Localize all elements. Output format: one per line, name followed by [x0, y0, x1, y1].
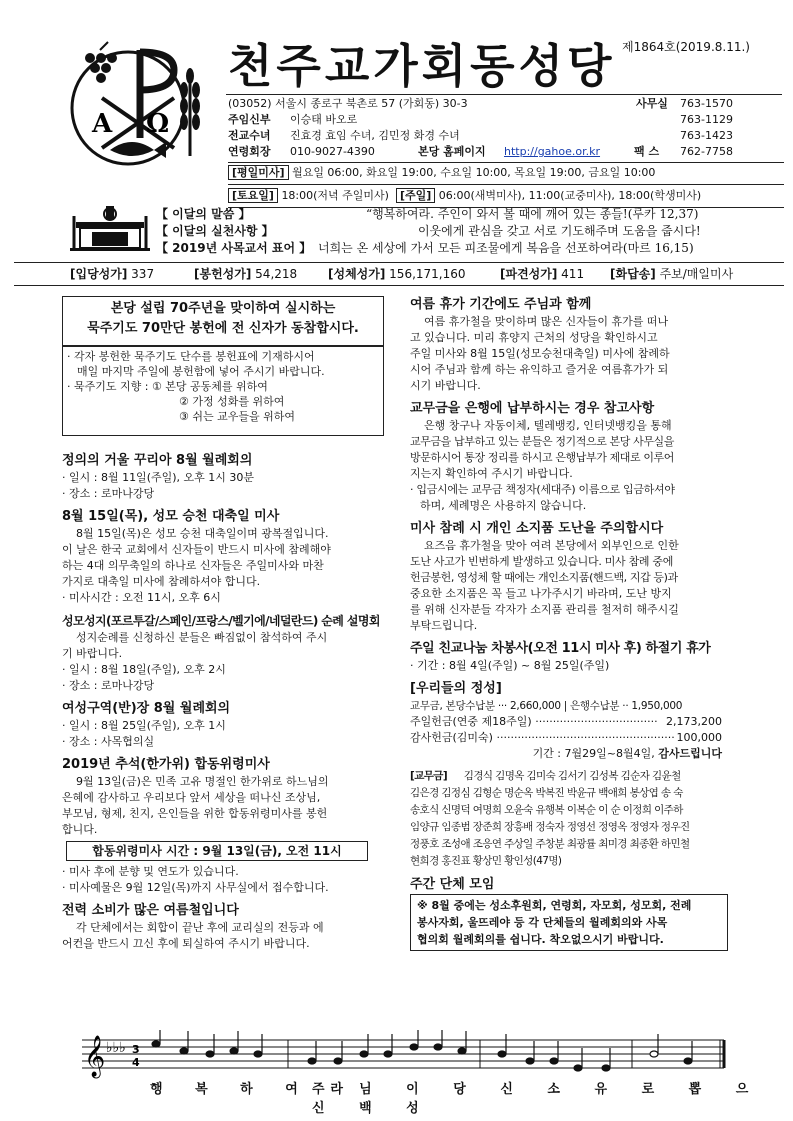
bank-payment-text: 방문하시어 통장 정리를 하시고 은행납부가 제대로 이루어 — [410, 451, 675, 464]
rosary-item1-line1: · 각자 봉헌한 묵주기도 단수를 봉헌표에 기재하시어 — [67, 350, 315, 363]
sister-names: 진효경 효임 수녀, 김민정 화경 수녀 — [290, 129, 460, 142]
rosary-goal2: ② 가정 성화를 위하여 — [179, 395, 285, 408]
sister-phone: 763-1423 — [680, 129, 733, 142]
music-note — [550, 1058, 558, 1064]
assumption-mass-time: · 미사시간 : 오전 11시, 오후 6시 — [62, 591, 221, 604]
monthly-section — [156, 206, 786, 257]
chuseok-note1: · 미사 후에 분향 및 연도가 있습니다. — [62, 865, 239, 878]
music-note — [308, 1058, 316, 1064]
donor-names: 송호식 신명덕 여명희 오윤숙 유행복 이복순 이 순 이정희 이주하 — [410, 804, 683, 816]
music-note — [254, 1051, 262, 1057]
music-note — [334, 1058, 342, 1064]
assumption-text: 이 날은 한국 교회에서 신자들이 반드시 미사에 참례해야 — [62, 543, 331, 556]
pilgrimage-text: 기 바랍니다. — [62, 647, 123, 660]
offering-thanks: 감사드립니다 — [658, 747, 722, 760]
chuseok-text: 은혜에 감사하고 우리보다 앞서 세상을 떠나신 조상님, — [62, 791, 321, 804]
parish-title: 천주교가회동성당 — [228, 39, 616, 93]
women-leaders-date: · 일시 : 8월 25일(주일), 오후 1시 — [62, 719, 226, 732]
bank-payment-text: 은행 창구나 자동이체, 텔레뱅킹, 인터넷뱅킹을 통해 — [424, 419, 672, 432]
music-note — [684, 1058, 692, 1064]
address: (03052) 서울시 종로구 북촌로 57 (가회동) 30-3 — [228, 97, 468, 110]
saturday-mass-label: [토요일] — [228, 188, 278, 203]
sunday-mass-times: 06:00(새벽미사), 11:00(교중미사), 18:00(학생미사) — [438, 189, 702, 202]
women-leaders-place: · 장소 : 사목협의실 — [62, 735, 155, 748]
rosary-item1-line2: 매일 마지막 주일에 봉헌함에 넣어 주시기 바랍니다. — [77, 365, 325, 378]
fax-phone: 762-7758 — [680, 145, 733, 158]
chuseok-mass-time-box: 합동위령미사 시간 : 9월 13일(금), 오전 11시 — [66, 841, 368, 861]
donor-names: 김경식 김명옥 김미숙 김서기 김성복 김순자 김윤철 — [463, 770, 681, 782]
rosary-title-line1: 본당 설립 70주년을 맞이하여 실시하는 — [110, 301, 336, 316]
communion-label: [성체성가] — [328, 267, 386, 281]
weekday-mass-times: 월요일 06:00, 화요일 19:00, 수요일 10:00, 목요일 19:00, 금요일 10:00 — [292, 166, 656, 179]
weekday-mass-label: [평일미사] — [228, 165, 289, 180]
music-note — [650, 1051, 658, 1057]
offering-period: 기간 : 7월29일~8월4일, — [532, 747, 655, 760]
issue-number: 제1864호(2019.8.11.) — [622, 40, 750, 54]
assumption-text: 8월 15일(목)은 성모 승천 대축일이며 광복절입니다. — [76, 527, 329, 540]
rosary-goal3: ③ 쉬는 교우들을 위하여 — [179, 410, 295, 423]
music-note — [360, 1051, 368, 1057]
offering-row-label: 주일헌금(연중 제18주일) ··································· — [410, 715, 658, 728]
rosary-title-line2: 묵주기도 70만단 봉헌에 전 신자가 동참합시다. — [87, 321, 359, 336]
weekly-meetings-text: 협의회 월례회의를 쉽니다. 착오없으시기 바랍니다. — [417, 933, 664, 946]
theft-warning-text: 요즈음 휴가철을 맞아 여려 본당에서 외부인으로 인한 — [424, 539, 679, 552]
power-saving-text: 각 단체에서는 회합이 끝난 후에 교리실의 전등과 에 — [76, 921, 324, 934]
monthly-motto-text: 너희는 온 세상에 가서 모든 피조물에게 복음을 선포하여라(마르 16,15) — [318, 241, 694, 255]
music-note — [410, 1044, 418, 1050]
weekly-meetings-box — [410, 894, 728, 951]
lyrics-line1: 행 복 하 여 라 — [150, 1082, 357, 1097]
hymn-numbers — [14, 262, 784, 286]
bank-payment-text: 교무금을 납부하고 있는 분들은 정기적으로 본당 사무실을 — [410, 435, 675, 448]
monthly-practice-text: 이웃에게 관심을 갖고 서로 기도해주며 도움을 줍시다! — [418, 224, 701, 238]
response-value: 주보/매일미사 — [659, 267, 734, 281]
offering-row-value: 100,000 — [676, 731, 722, 744]
chuseok-text: 합니다. — [62, 823, 98, 836]
music-note — [458, 1048, 466, 1054]
bank-payment-note: · 입금시에는 교무금 책정자(세대주) 이름으로 입금하셔야 — [410, 483, 675, 496]
women-leaders-title: 여성구역(반)장 8월 월례회의 — [62, 701, 231, 716]
offering-row-label: 감사헌금(김미숙) ··················································· — [410, 731, 675, 744]
curia-meeting-date: · 일시 : 8월 11일(주일), 오후 1시 30분 — [62, 471, 255, 484]
music-note — [180, 1048, 188, 1054]
pilgrimage-text: 성지순례를 신청하신 분들은 빠짐없이 참석하여 주시 — [76, 631, 328, 644]
contact-block — [228, 96, 782, 160]
power-saving-title: 전력 소비가 많은 여름철입니다 — [62, 903, 239, 918]
donor-names: 현희경 홍진표 황상민 황인성(47명) — [410, 855, 562, 867]
bank-payment-title: 교무금을 은행에 납부하시는 경우 참고사항 — [410, 401, 655, 416]
assumption-text: 가지로 대축일 미사에 참례하셔야 합니다. — [62, 575, 261, 588]
monthly-practice-label: 【 이달의 실천사항 】 — [156, 224, 274, 238]
summer-vacation-text: 고 있습니다. 미리 휴양지 근처의 성당을 확인하시고 — [410, 331, 658, 344]
parish-logo — [62, 38, 212, 168]
offertory-label: [봉헌성가] — [194, 267, 252, 281]
homepage-link[interactable]: http://gahoe.or.kr — [504, 145, 601, 158]
bank-payment-text: 지는지 확인하여 주시기 바랍니다. — [410, 467, 573, 480]
curia-meeting-title: 정의의 거울 꾸리아 8월 월례회의 — [62, 453, 253, 468]
rosary-title-box — [62, 296, 384, 346]
time-signature: 3 — [132, 1043, 140, 1056]
offertory-value: 54,218 — [255, 267, 298, 281]
monthly-word-label: 【 이달의 말씀 】 — [156, 207, 251, 221]
assumption-text: 하는 4대 의무축일의 하나로 신자들은 주일미사와 마찬 — [62, 559, 324, 572]
right-column — [410, 296, 740, 951]
music-note — [574, 1065, 582, 1071]
weekly-meetings-text: ※ 8월 중에는 성소후원회, 연령회, 자모회, 성모회, 전례 — [417, 899, 692, 912]
music-note — [230, 1048, 238, 1054]
left-column — [62, 452, 392, 952]
fellowship-break-period: · 기간 : 8월 4일(주일) ~ 8월 25일(주일) — [410, 659, 610, 672]
theft-warning-text: 도난 사고가 빈번하게 발생하고 있습니다. 미사 참례 중에 — [410, 555, 674, 568]
svg-text:Ω: Ω — [146, 109, 170, 139]
music-note — [434, 1044, 442, 1050]
office-phone: 763-1570 — [680, 97, 733, 110]
power-saving-text: 어컨을 반드시 끄신 후에 퇴실하여 주시기 바랍니다. — [62, 937, 310, 950]
sunday-mass-label: [주일] — [396, 188, 435, 203]
monthly-motto-label: 【 2019년 사목교서 표어 】 — [156, 241, 312, 255]
council-phone: 010-9027-4390 — [290, 145, 375, 158]
monthly-word-text: “행복하여라. 주인이 와서 볼 때에 깨어 있는 종들!(루카 12,37) — [366, 207, 699, 221]
rosary-goal-label: · 묵주기도 지향 : — [67, 380, 149, 393]
summer-vacation-text: 시어 주님과 함께 하는 유익하고 즐거운 여름휴가가 되 — [410, 363, 669, 376]
communion-value: 156,171,160 — [389, 267, 466, 281]
music-note — [152, 1041, 160, 1047]
weekly-meetings-text: 봉사자회, 울뜨레야 등 각 단체들의 월례회의와 사목 — [417, 916, 668, 929]
music-note — [384, 1051, 392, 1057]
summer-vacation-text: 시기 바랍니다. — [410, 379, 481, 392]
pilgrimage-place: · 장소 : 로마나강당 — [62, 679, 155, 692]
svg-text:A: A — [92, 109, 113, 139]
fellowship-break-title: 주일 친교나눔 차봉사(오전 11시 미사 후) 하절기 휴가 — [410, 641, 711, 656]
theft-warning-text: 중요한 소지품은 꼭 들고 나가주시기 바라며, 도난 방지 — [410, 587, 672, 600]
pastor-label: 주임신부 — [228, 113, 271, 126]
offerings-title: [우리들의 정성] — [410, 681, 502, 696]
council-label: 연령회장 — [228, 145, 271, 158]
rosary-goal1: ① 본당 공동체를 위하여 — [151, 380, 268, 393]
chuseok-text: 부모님, 형제, 친지, 은인들을 위한 합동위령미사를 봉헌 — [62, 807, 328, 820]
admission-value: 337 — [131, 267, 155, 281]
response-label: [화답송] — [610, 267, 656, 281]
pastor-phone: 763-1129 — [680, 113, 733, 126]
pastor-name: 이승태 바오로 — [290, 113, 358, 126]
dismissal-label: [파견성가] — [500, 267, 558, 281]
offering-row-value: 2,173,200 — [666, 715, 722, 728]
homepage-label: 본당 홈페이지 — [418, 145, 486, 158]
summer-vacation-text: 주일 미사와 8월 15일(성모승천대축일) 미사에 참례하 — [410, 347, 670, 360]
donors-label: [교무금] — [410, 770, 448, 782]
mass-times — [228, 162, 784, 208]
donor-names: 김은경 김정심 김형순 명순옥 박복진 박윤규 백애희 봉상엽 송 숙 — [410, 787, 683, 799]
curia-meeting-place: · 장소 : 로마나강당 — [62, 487, 155, 500]
music-note — [206, 1051, 214, 1057]
assumption-title: 8월 15일(목), 성모 승천 대축일 미사 — [62, 509, 280, 524]
bank-payment-note: 하며, 세례명은 사용하지 않습니다. — [420, 499, 587, 512]
svg-text:4: 4 — [132, 1056, 140, 1069]
summer-vacation-text: 여름 휴가철을 맞이하며 많은 신자들이 휴가를 떠나 — [424, 315, 669, 328]
dismissal-value: 411 — [561, 267, 585, 281]
theft-warning-text: 를 위해 신자분들 각자가 소지품 관리를 철저히 해주시길 — [410, 603, 679, 616]
theft-warning-title: 미사 참례 시 개인 소지품 도난을 주의합시다 — [410, 521, 664, 536]
music-note — [602, 1065, 610, 1071]
lyrics-line2: 주 님 이 당 신 소 유 로 뽑 으 신 백 성 — [312, 1082, 764, 1116]
theft-warning-text: 부탁드립니다. — [410, 619, 478, 632]
donor-names: 임양규 임종범 장준희 장흥배 정숙자 정영선 정영옥 정영자 정우진 — [410, 821, 690, 833]
music-note — [498, 1051, 506, 1057]
donor-names: 정풍호 조성애 조응연 주상일 주창분 최광률 최미경 최종환 하민철 — [410, 838, 690, 850]
fax-label: 팩 스 — [634, 145, 660, 158]
music-note — [526, 1058, 534, 1064]
chuseok-mass-title: 2019년 추석(한가위) 합동위령미사 — [62, 757, 270, 772]
saturday-mass-times: 18:00(저녁 주일미사) — [281, 189, 389, 202]
summer-vacation-title: 여름 휴가 기간에도 주님과 함께 — [410, 297, 592, 312]
weekly-meetings-title: 주간 단체 모임 — [410, 877, 495, 892]
pilgrimage-date: · 일시 : 8월 18일(주일), 오후 2시 — [62, 663, 226, 676]
chuseok-note2: · 미사예물은 9월 12일(목)까지 사무실에서 접수합니다. — [62, 881, 329, 894]
rosary-detail-box — [62, 346, 384, 436]
offering-row: 교무금, 본당수납분 ··· 2,660,000 | 은행수납분 ·· 1,950,000 — [410, 700, 683, 712]
theft-warning-text: 헌금봉헌, 영성체 할 때에는 개인소지품(핸드백, 지갑 등)과 — [410, 571, 678, 584]
office-label: 사무실 — [636, 97, 668, 110]
pilgrimage-title: 성모성지(포르투갈/스페인/프랑스/벨기에/네덜란드) 순례 설명회 — [62, 614, 380, 628]
chuseok-text: 9월 13일(금)은 민족 고유 명절인 한가위로 하느님의 — [76, 775, 329, 788]
flat-icon: ♭♭♭ — [106, 1040, 126, 1056]
treble-clef-icon: 𝄞 — [84, 1036, 106, 1077]
sister-label: 전교수녀 — [228, 129, 271, 142]
admission-label: [입당성가] — [70, 267, 128, 281]
altar-icon — [70, 204, 150, 252]
